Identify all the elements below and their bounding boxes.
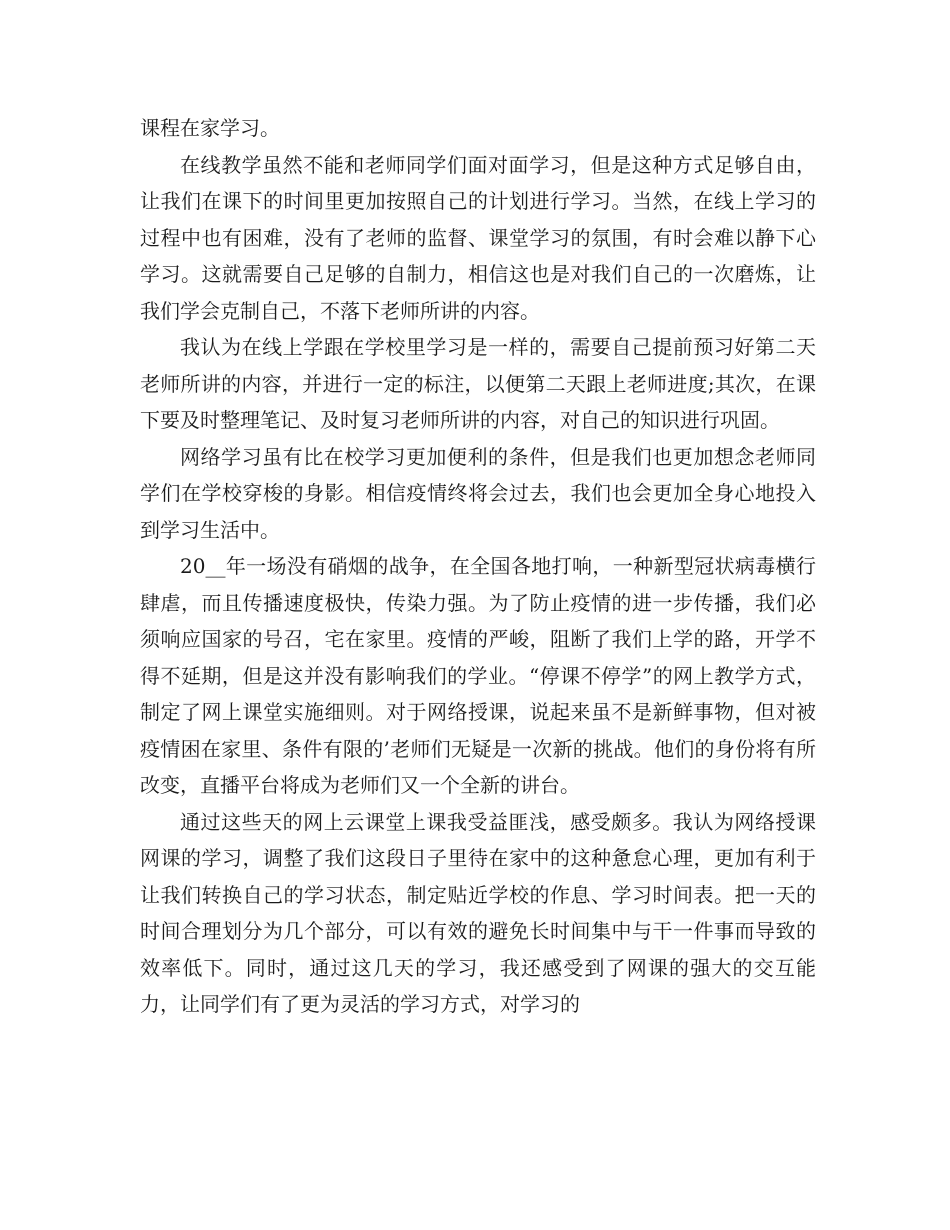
paragraph-miss-school: 网络学习虽有比在校学习更加便利的条件，但是我们也更加想念老师同学们在学校穿梭的身影。相信疫情终将会过去，我们也会更加全身心地投入到学习生活中。 — [140, 444, 816, 542]
document-page — [140, 110, 816, 1023]
paragraph-cloud-class: 通过这些天的网上云课堂上课我受益匪浅，感受颇多。我认为网络授课网课的学习，调整了我们这段日子里待在家中的这种惫怠心理，更加有利于让我们转换自己的学习状态，制定贴近学校的作息、学习时间表。把一天的时间合理划分为几个部分，可以有效的避免长时间集中与干一件事而导致的效率低下。同时，通过这几天的学习，我还感受到了网课的强大的交互能力，让同学们有了更为灵活的学习方式，对学习的 — [140, 809, 816, 1016]
paragraph-epidemic: 20__年一场没有硝烟的战争，在全国各地打响，一种新型冠状病毒横行肆虐，而且传播速度极快，传染力强。为了防止疫情的进一步传播，我们必须响应国家的号召，宅在家里。疫情的严峻，阻断了我们上学的路，开学不得不延期，但是这并没有影响我们的学业。“停课不停学”的网上教学方式，制定了网上课堂实施细则。对于网络授课，说起来虽不是新鲜事物，但对被疫情困在家里、条件有限的’老师们无疑是一次新的挑战。他们的身份将有所改变，直播平台将成为老师们又一个全新的讲台。 — [140, 554, 816, 797]
paragraph-continuation: 课程在家学习。 — [140, 116, 280, 140]
paragraph-online-teaching: 在线教学虽然不能和老师同学们面对面学习，但是这种方式足够自由，让我们在课下的时间里更加按照自己的计划进行学习。当然，在线上学习的过程中也有困难，没有了老师的监督、课堂学习的氛围，有时会难以静下心学习。这就需要自己足够的自制力，相信这也是对我们自己的一次磨炼，让我们学会克制自己，不落下老师所讲的内容。 — [140, 152, 816, 323]
paragraph-study-method: 我认为在线上学跟在学校里学习是一样的，需要自己提前预习好第二天老师所讲的内容，并进行一定的标注，以便第二天跟上老师进度;其次，在课下要及时整理笔记、及时复习老师所讲的内容，对自己的知识进行巩固。 — [140, 335, 816, 432]
